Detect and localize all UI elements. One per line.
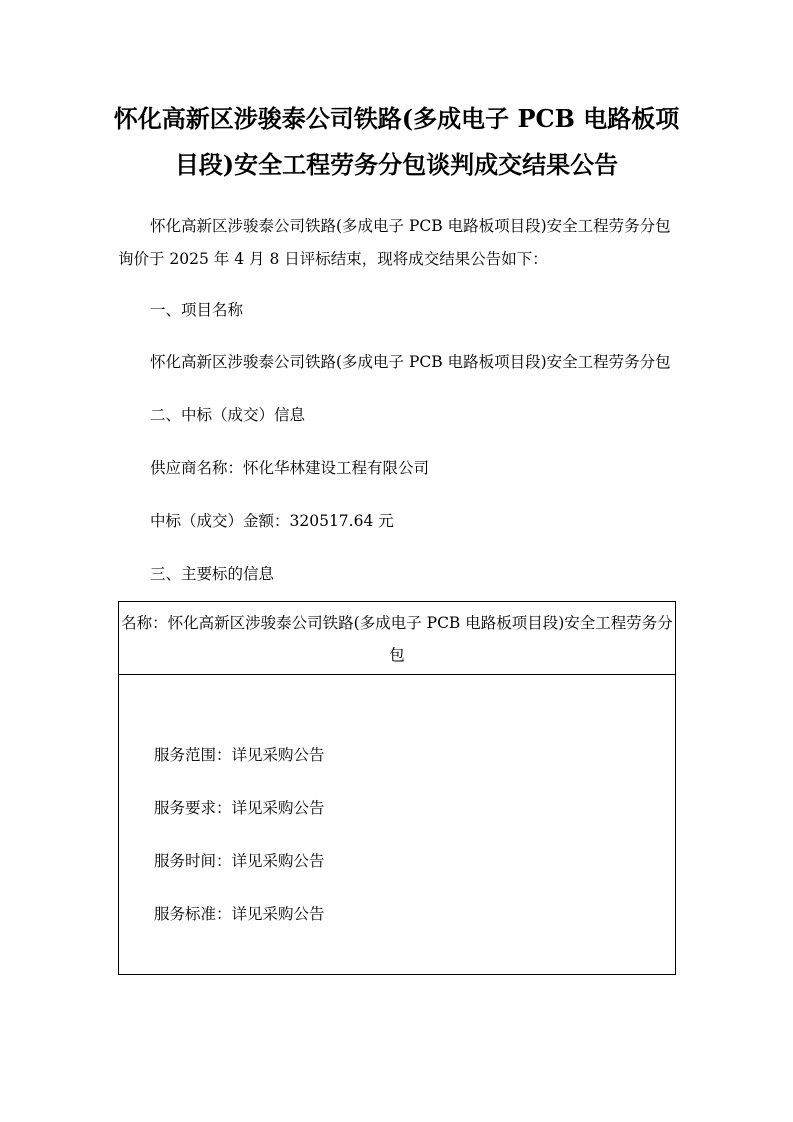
intro-line-1: 怀化高新区涉骏泰公司铁路(多成电子 PCB 电路板项目段)安全工程劳务分包 (150, 217, 671, 235)
subject-table-header-line-1: 名称：怀化高新区涉骏泰公司铁路(多成电子 PCB 电路板项目段)安全工程劳务分 (121, 614, 673, 632)
subject-table-header-line-2: 包 (389, 646, 405, 664)
section-heading-award-info: 二、中标（成交）信息 (150, 406, 306, 424)
section-heading-project-name: 一、项目名称 (150, 301, 244, 319)
project-name-text: 怀化高新区涉骏泰公司铁路(多成电子 PCB 电路板项目段)安全工程劳务分包 (150, 353, 671, 371)
title-line-1: 怀化高新区涉骏泰公司铁路(多成电子 PCB 电路板项 (113, 104, 680, 133)
supplier-name-text: 供应商名称：怀化华林建设工程有限公司 (150, 459, 430, 477)
award-amount-text: 中标（成交）金额：320517.64 元 (150, 512, 394, 530)
subject-info-table (118, 601, 676, 975)
subject-table-header (119, 602, 675, 675)
service-scope-row: 服务范围：详见采购公告 (154, 746, 325, 764)
service-time-row: 服务时间：详见采购公告 (154, 852, 325, 870)
intro-line-2: 询价于 2025 年 4 月 8 日评标结束，现将成交结果公告如下： (118, 250, 548, 268)
document-title (100, 96, 693, 188)
service-standard-row: 服务标准：详见采购公告 (154, 905, 325, 923)
intro-paragraph (118, 210, 678, 276)
service-requirement-row: 服务要求：详见采购公告 (154, 799, 325, 817)
title-line-2: 目段)安全工程劳务分包谈判成交结果公告 (174, 150, 619, 179)
section-heading-main-subject: 三、主要标的信息 (150, 565, 275, 583)
